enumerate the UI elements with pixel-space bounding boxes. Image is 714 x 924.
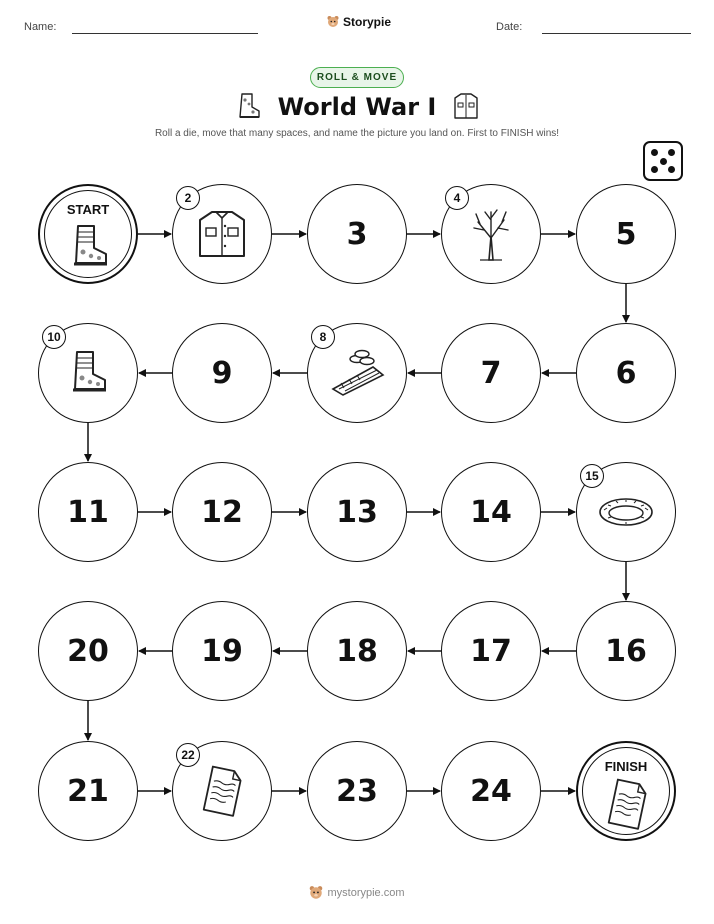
space-number: 12	[201, 494, 243, 530]
board-space-11	[38, 462, 138, 562]
letter-icon	[200, 765, 244, 817]
brand-name: Storypie	[343, 15, 392, 29]
start-label: START	[66, 202, 110, 217]
board-space-12	[172, 462, 272, 562]
board-space-18	[307, 601, 407, 701]
board-space-20	[38, 601, 138, 701]
letter-icon	[605, 778, 649, 830]
space-number: 20	[67, 633, 109, 669]
date-label: Date:	[496, 21, 523, 33]
boot-icon	[64, 222, 114, 272]
space-number: 3	[346, 216, 368, 252]
footer	[0, 885, 714, 901]
trench-icon	[329, 349, 385, 397]
space-number: 24	[470, 773, 512, 809]
boot-icon	[63, 348, 113, 398]
tree-icon	[466, 206, 516, 262]
space-number: 9	[211, 355, 233, 391]
board-space-7	[441, 323, 541, 423]
board-space-9	[172, 323, 272, 423]
space-number-badge: 8	[311, 325, 335, 349]
space-number: 14	[470, 494, 512, 530]
space-number: 6	[615, 355, 637, 391]
finish-label: FINISH	[604, 759, 648, 774]
page-title: World War I	[277, 93, 437, 121]
board-space-3	[307, 184, 407, 284]
name-label: Name:	[24, 21, 57, 33]
space-number: 11	[67, 494, 109, 530]
space-number-badge: 22	[176, 743, 200, 767]
board-space-23	[307, 741, 407, 841]
board-space-21	[38, 741, 138, 841]
space-number: 18	[336, 633, 378, 669]
space-number-badge: 15	[580, 464, 604, 488]
crater-icon	[596, 494, 656, 530]
board-space-13	[307, 462, 407, 562]
space-number: 23	[336, 773, 378, 809]
space-number-badge: 10	[42, 325, 66, 349]
board-space-14	[441, 462, 541, 562]
start-space	[38, 184, 138, 284]
board-space-5	[576, 184, 676, 284]
bear-icon	[309, 885, 323, 901]
space-number: 21	[67, 773, 109, 809]
board-space-17	[441, 601, 541, 701]
space-number-badge: 4	[445, 186, 469, 210]
space-number-badge: 2	[176, 186, 200, 210]
space-number: 5	[615, 216, 637, 252]
space-number: 7	[480, 355, 502, 391]
space-number: 17	[470, 633, 512, 669]
board-space-16	[576, 601, 676, 701]
board-space-19	[172, 601, 272, 701]
space-number: 19	[201, 633, 243, 669]
footer-url: mystorypie.com	[327, 887, 405, 899]
space-number: 13	[336, 494, 378, 530]
jacket-icon	[194, 206, 250, 262]
finish-space	[576, 741, 676, 841]
instructions: Roll a die, move that many spaces, and name the picture you land on. First to FINISH wins!	[154, 128, 560, 139]
board-space-24	[441, 741, 541, 841]
space-number: 16	[605, 633, 647, 669]
activity-badge: ROLL & MOVE	[310, 67, 404, 88]
board-space-6	[576, 323, 676, 423]
